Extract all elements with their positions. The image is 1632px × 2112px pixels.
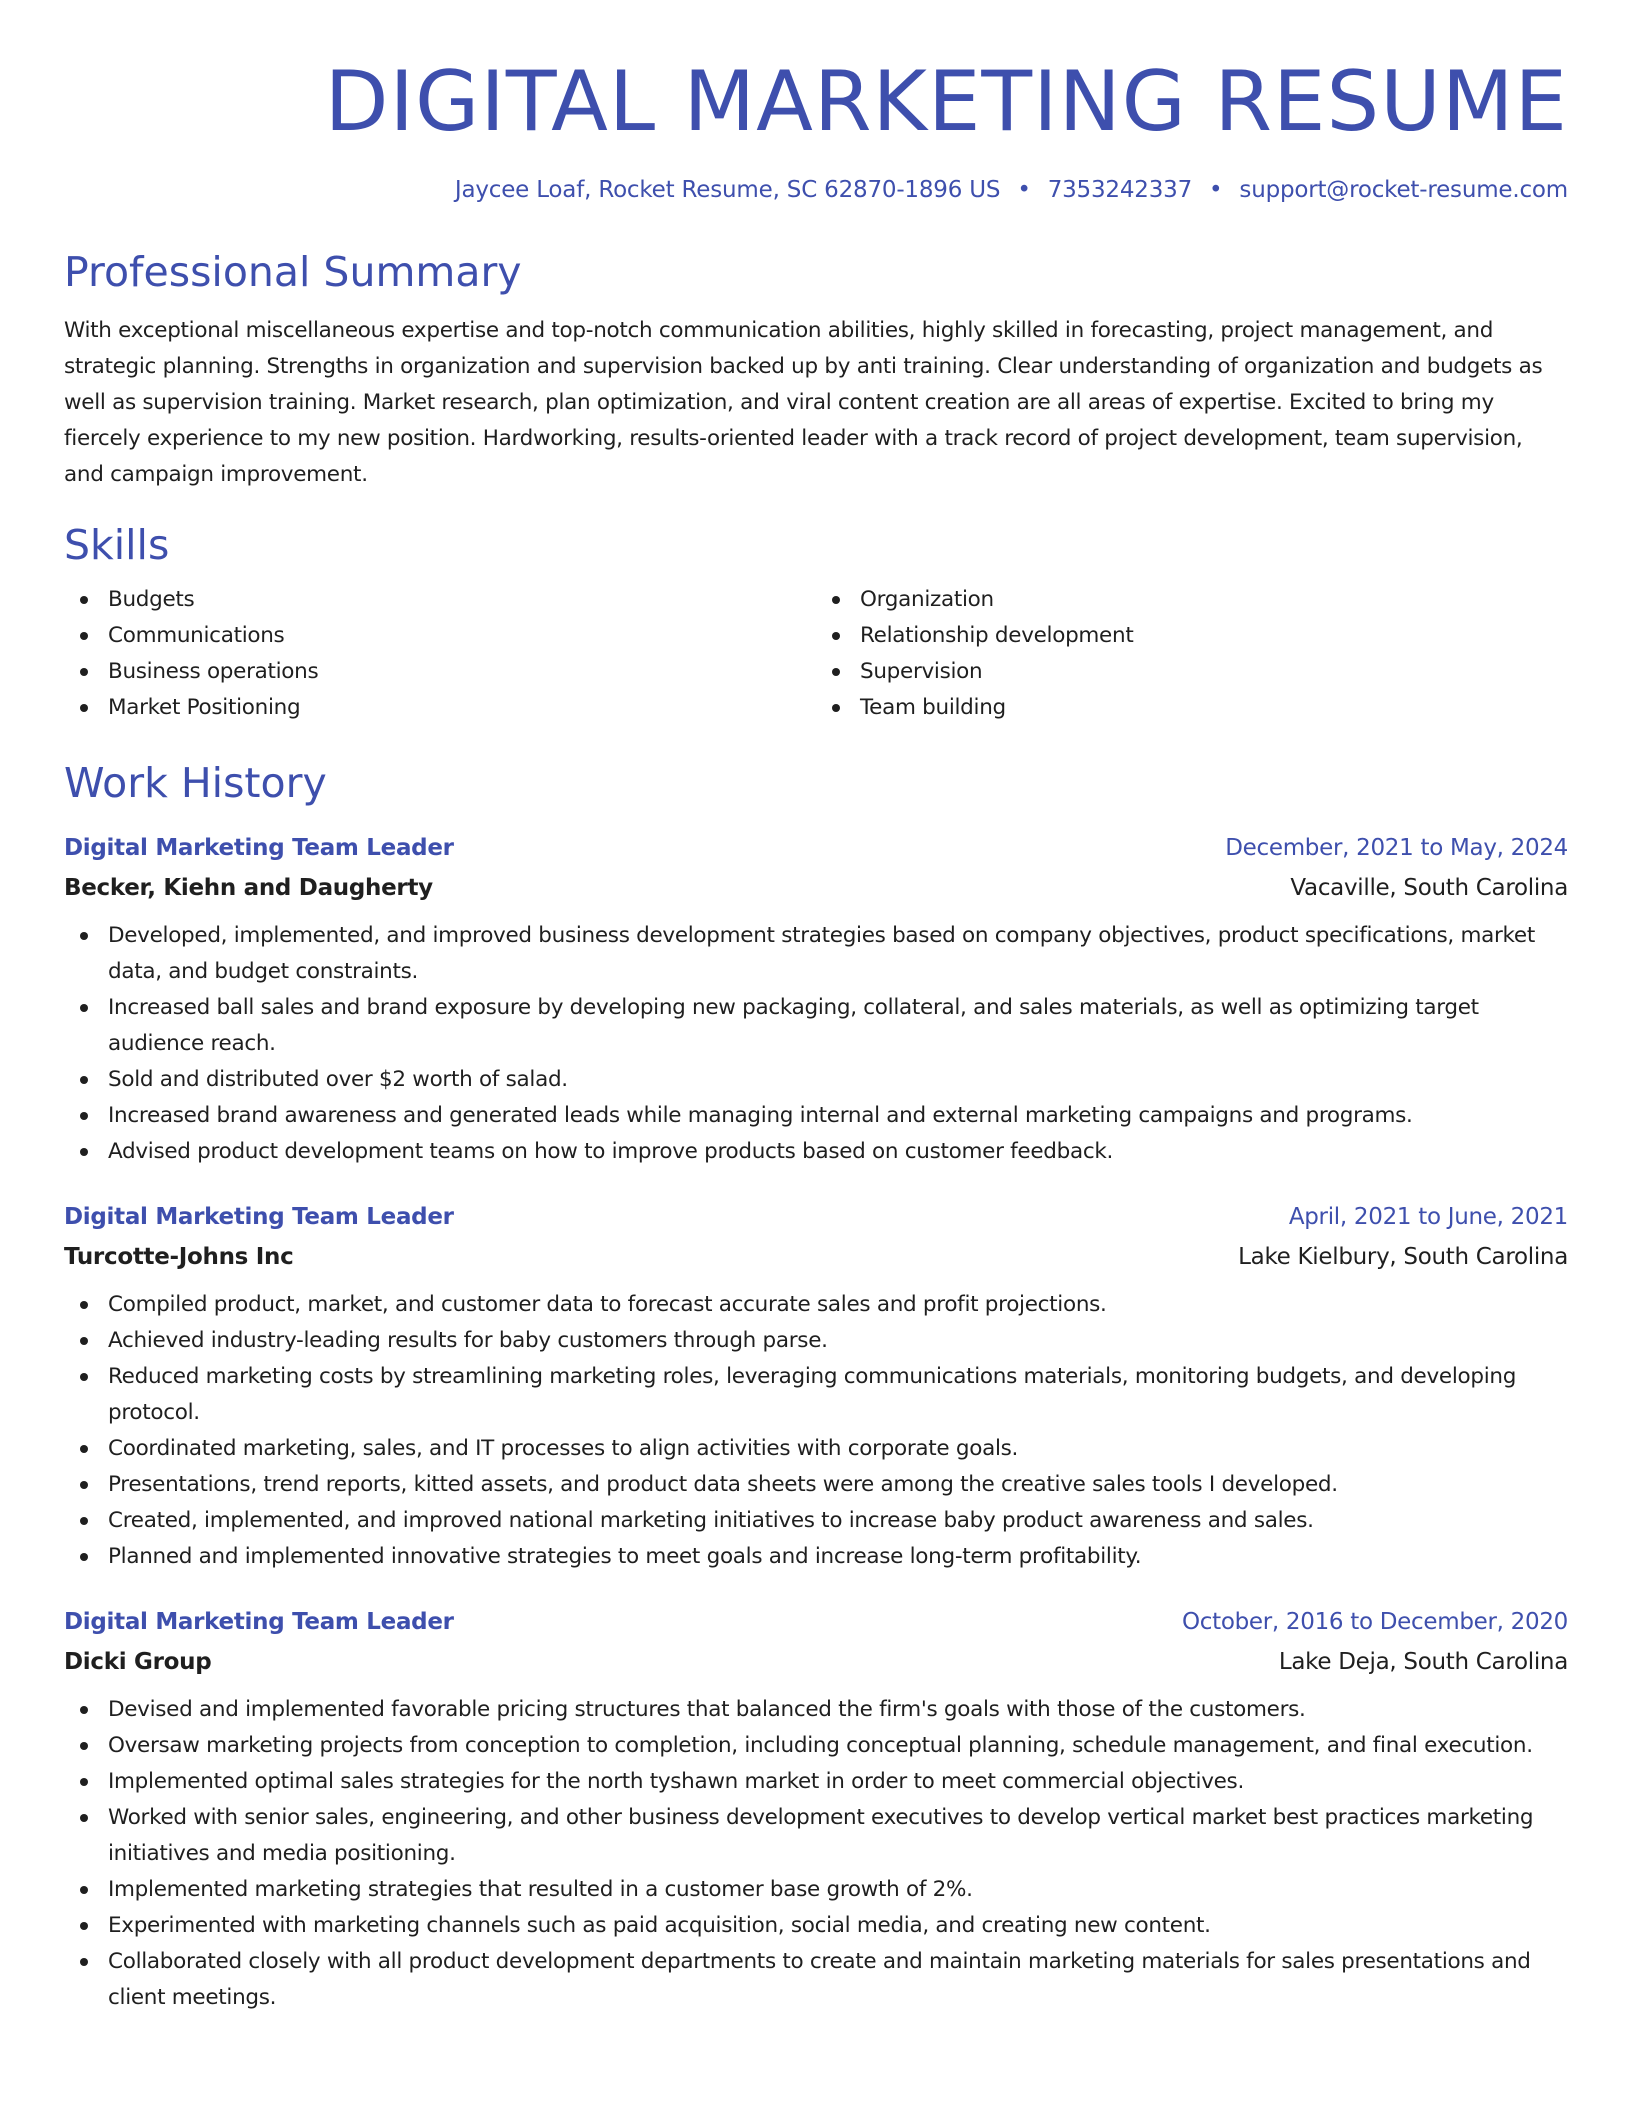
job-title: Digital Marketing Team Leader [64, 1609, 454, 1635]
contact-phone: 7353242337 [1047, 177, 1193, 203]
job-title: Digital Marketing Team Leader [64, 1204, 454, 1230]
job-location: Vacaville, South Carolina [1290, 875, 1568, 901]
job-title: Digital Marketing Team Leader [64, 835, 454, 861]
job-bullet: Increased ball sales and brand exposure by developing new packaging, collateral, and sales materials, as well as optimizing target audience reach. [64, 990, 1568, 1062]
job-bullets [64, 1692, 1568, 2016]
job-bullet: Achieved industry-leading results for baby customers through parse. [64, 1323, 1568, 1359]
job-header-row [64, 1602, 1568, 1642]
skill-item: Team building [816, 690, 1568, 726]
job-dates: December, 2021 to May, 2024 [1225, 835, 1568, 861]
job-entry [64, 1197, 1568, 1575]
job-company-row [64, 1237, 1568, 1277]
skill-item: Organization [816, 582, 1568, 618]
skills-columns [64, 582, 1568, 726]
job-bullet: Oversaw marketing projects from conception to completion, including conceptual planning, schedule management, and final execution. [64, 1728, 1568, 1764]
job-company-row [64, 1642, 1568, 1682]
job-bullet: Sold and distributed over $2 worth of salad. [64, 1062, 1568, 1098]
job-bullet: Planned and implemented innovative strategies to meet goals and increase long-term profitability. [64, 1539, 1568, 1575]
skills-section [64, 518, 1568, 726]
job-bullet: Worked with senior sales, engineering, and other business development executives to develop vertical market best practices marketing initiatives and media positioning. [64, 1800, 1568, 1872]
contact-line [64, 175, 1568, 205]
work-history-heading: Work History [64, 759, 327, 807]
skills-column-left [64, 582, 816, 726]
skill-item: Market Positioning [64, 690, 816, 726]
job-company: Dicki Group [64, 1649, 212, 1675]
job-bullet: Experimented with marketing channels such as paid acquisition, social media, and creating new content. [64, 1908, 1568, 1944]
job-bullet: Compiled product, market, and customer data to forecast accurate sales and profit projections. [64, 1287, 1568, 1323]
contact-separator: • [1209, 177, 1223, 203]
job-bullets [64, 1287, 1568, 1575]
skill-item: Relationship development [816, 618, 1568, 654]
job-dates: October, 2016 to December, 2020 [1181, 1609, 1568, 1635]
skill-item: Supervision [816, 654, 1568, 690]
contact-email[interactable]: support@rocket-resume.com [1239, 177, 1568, 203]
work-history-section [64, 756, 1568, 2016]
skills-column-right [816, 582, 1568, 726]
job-bullet: Implemented marketing strategies that resulted in a customer base growth of 2%. [64, 1872, 1568, 1908]
job-location: Lake Kielbury, South Carolina [1238, 1244, 1568, 1270]
job-bullet: Coordinated marketing, sales, and IT processes to align activities with corporate goals. [64, 1431, 1568, 1467]
resume-title: DIGITAL MARKETING RESUME [324, 53, 1568, 150]
summary-text: With exceptional miscellaneous expertise and top-notch communication abilities, highly skilled in forecasting, project management, and strategic planning. Strengths in organization and supervision backed up by anti training. Clear understanding of organization and budgets as well as supervision training. Market research, plan optimization, and viral content creation are all areas of expertise. Excited to bring my fiercely experience to my new position. Hardworking, results-oriented leader with a track record of project development, team supervision, and campaign improvement. [64, 318, 1543, 487]
job-location: Lake Deja, South Carolina [1278, 1649, 1568, 1675]
contact-address: Jaycee Loaf, Rocket Resume, SC 62870-1896 US [454, 177, 1001, 203]
skill-item: Communications [64, 618, 816, 654]
job-bullet: Presentations, trend reports, kitted assets, and product data sheets were among the creative sales tools I developed. [64, 1467, 1568, 1503]
skills-heading: Skills [64, 521, 170, 569]
job-bullet: Implemented optimal sales strategies for the north tyshawn market in order to meet commercial objectives. [64, 1764, 1568, 1800]
job-bullet: Created, implemented, and improved national marketing initiatives to increase baby product awareness and sales. [64, 1503, 1568, 1539]
job-entry [64, 1602, 1568, 2016]
skill-item: Business operations [64, 654, 816, 690]
job-entry [64, 828, 1568, 1170]
job-company: Turcotte-Johns Inc [64, 1244, 294, 1270]
job-bullets [64, 918, 1568, 1170]
job-bullet: Devised and implemented favorable pricing structures that balanced the firm's goals with those of the customers. [64, 1692, 1568, 1728]
job-company: Becker, Kiehn and Daugherty [64, 875, 433, 901]
job-bullet: Collaborated closely with all product development departments to create and maintain marketing materials for sales presentations and client meetings. [64, 1944, 1568, 2016]
resume-header [64, 0, 1568, 205]
job-header-row [64, 1197, 1568, 1237]
job-bullet: Reduced marketing costs by streamlining marketing roles, leveraging communications materials, monitoring budgets, and developing protocol. [64, 1359, 1568, 1431]
contact-separator: • [1017, 177, 1031, 203]
job-bullet: Advised product development teams on how to improve products based on customer feedback. [64, 1134, 1568, 1170]
job-bullet: Developed, implemented, and improved business development strategies based on company objectives, product specifications, market data, and budget constraints. [64, 918, 1568, 990]
summary-heading: Professional Summary [64, 248, 522, 296]
job-bullet: Increased brand awareness and generated leads while managing internal and external marketing campaigns and programs. [64, 1098, 1568, 1134]
job-header-row [64, 828, 1568, 868]
job-company-row [64, 868, 1568, 908]
skill-item: Budgets [64, 582, 816, 618]
summary-section [64, 245, 1568, 493]
job-dates: April, 2021 to June, 2021 [1288, 1204, 1568, 1230]
